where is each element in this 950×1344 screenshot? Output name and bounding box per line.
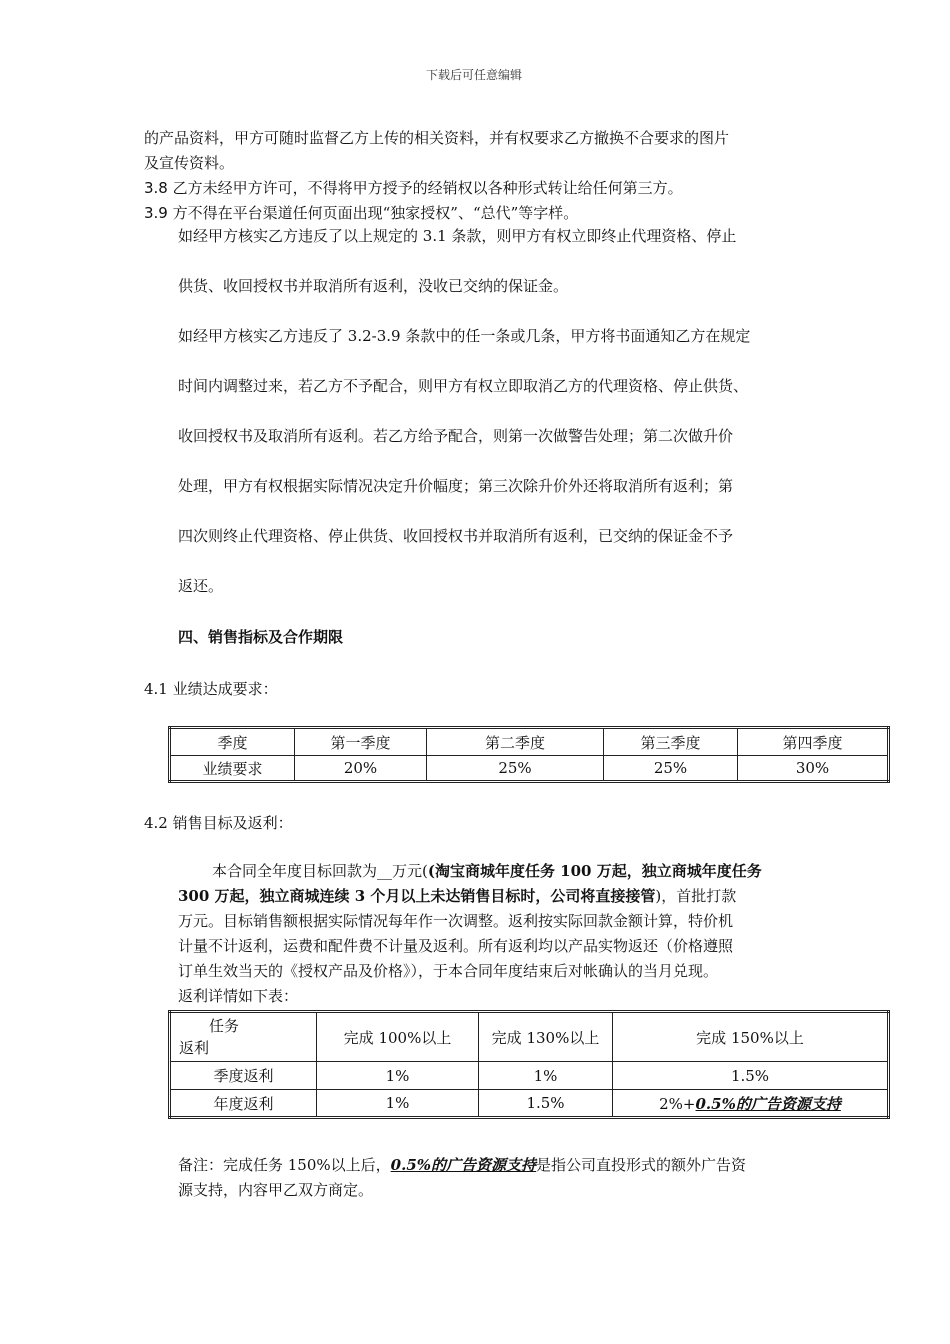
text-line: 返还。 [178, 577, 224, 595]
text-line: 及宣传资料。 [144, 154, 235, 172]
corner-label-bottom: 返利 [179, 1039, 210, 1057]
table-header-cell: 完成 150%以上 [613, 1012, 889, 1062]
clause-number: 3.9 [144, 204, 168, 222]
text-run: 备注：完成任务 150%以上后， [178, 1156, 391, 1174]
note-line: 源支持，内容甲乙双方商定。 [178, 1181, 374, 1199]
performance-table [168, 726, 890, 783]
text-line: 供货、收回授权书并取消所有返利，没收已交纳的保证金。 [178, 277, 569, 295]
clause-text: 方不得在平台渠道任何页面出现“独家授权”、“总代”等字样。 [167, 204, 579, 222]
text-line [178, 884, 736, 909]
text-run: 2%+ [659, 1094, 696, 1113]
table-cell: 1.5% [479, 1090, 613, 1118]
table-cell: 季度返利 [170, 1062, 317, 1090]
text-line: 如经甲方核实乙方违反了 3.2-3.9 条款中的任一条或几条，甲方将书面通知乙方在规定 [178, 327, 751, 345]
table-cell: 年度返利 [170, 1090, 317, 1118]
text-run-emphasis: 0.5%的广告资源支持 [695, 1094, 841, 1113]
table-cell: 25% [427, 756, 604, 782]
text-line: 如经甲方核实乙方违反了以上规定的 3.1 条款，则甲方有权立即终止代理资格、停止 [178, 227, 737, 245]
table-cell: 1.5% [613, 1062, 889, 1090]
clause-3-9 [144, 201, 578, 226]
table-corner-cell [170, 1012, 317, 1062]
note-line [178, 1153, 746, 1178]
table-header-cell: 第三季度 [604, 728, 738, 756]
text-line: 收回授权书及取消所有返利。若乙方给予配合，则第一次做警告处理；第二次做升价 [178, 427, 734, 445]
text-line: 四次则终止代理资格、停止供货、收回授权书并取消所有返利，已交纳的保证金不予 [178, 527, 734, 545]
table-cell: 25% [604, 756, 738, 782]
clause-text: 乙方未经甲方许可，不得将甲方授予的经销权以各种形式转让给任何第三方。 [167, 179, 683, 197]
table-header-cell: 第二季度 [427, 728, 604, 756]
clause-number: 3.8 [144, 179, 168, 197]
text-run: 本合同全年度目标回款为__万元( [212, 862, 428, 880]
text-run-emphasis: 0.5%的广告资源支持 [390, 1156, 537, 1174]
table-cell: 30% [738, 756, 889, 782]
text-line: 的产品资料，甲方可随时监督乙方上传的相关资料，并有权要求乙方撤换不合要求的图片 [144, 129, 730, 147]
page-header: 下载后可任意编辑 [426, 68, 523, 82]
text-line: 时间内调整过来，若乙方不予配合，则甲方有权立即取消乙方的代理资格、停止供货、 [178, 377, 749, 395]
clause-3-8 [144, 176, 683, 201]
text-line: 处理，甲方有权根据实际情况决定升价幅度；第三次除升价外还将取消所有返利；第 [178, 477, 734, 495]
table-header-cell: 第四季度 [738, 728, 889, 756]
text-line [212, 859, 762, 884]
table-cell: 1% [479, 1062, 613, 1090]
subsection-heading: 4.1 业绩达成要求： [144, 680, 278, 698]
text-run: )，首批打款 [655, 887, 737, 905]
table-cell: 20% [295, 756, 427, 782]
table-header-cell: 季度 [170, 728, 295, 756]
table-cell: 业绩要求 [170, 756, 295, 782]
corner-label-top: 任务 [209, 1017, 240, 1035]
table-cell: 1% [317, 1090, 479, 1118]
table-cell: 1% [317, 1062, 479, 1090]
text-run-bold: (淘宝商城年度任务 100 万起，独立商城年度任务 [427, 862, 762, 880]
text-line: 订单生效当天的《授权产品及价格》），于本合同年度结束后对帐确认的当月兑现。 [178, 962, 719, 980]
rebate-table [168, 1010, 890, 1119]
text-line: 万元。目标销售额根据实际情况每年作一次调整。返利按实际回款金额计算，特价机 [178, 912, 734, 930]
text-run: 是指公司直投形式的额外广告资 [536, 1156, 747, 1174]
subsection-heading: 4.2 销售目标及返利： [144, 814, 293, 832]
section-heading: 四、销售指标及合作期限 [178, 628, 344, 646]
text-line: 返利详情如下表： [178, 987, 299, 1005]
table-cell [613, 1090, 889, 1118]
table-header-cell: 完成 100%以上 [317, 1012, 479, 1062]
text-run-bold: 300 万起，独立商城连续 3 个月以上未达销售目标时，公司将直接接管 [178, 887, 656, 905]
table-header-cell: 完成 130%以上 [479, 1012, 613, 1062]
text-line: 计量不计返利，运费和配件费不计量及返利。所有返利均以产品实物返还（价格遵照 [178, 937, 734, 955]
table-header-cell: 第一季度 [295, 728, 427, 756]
